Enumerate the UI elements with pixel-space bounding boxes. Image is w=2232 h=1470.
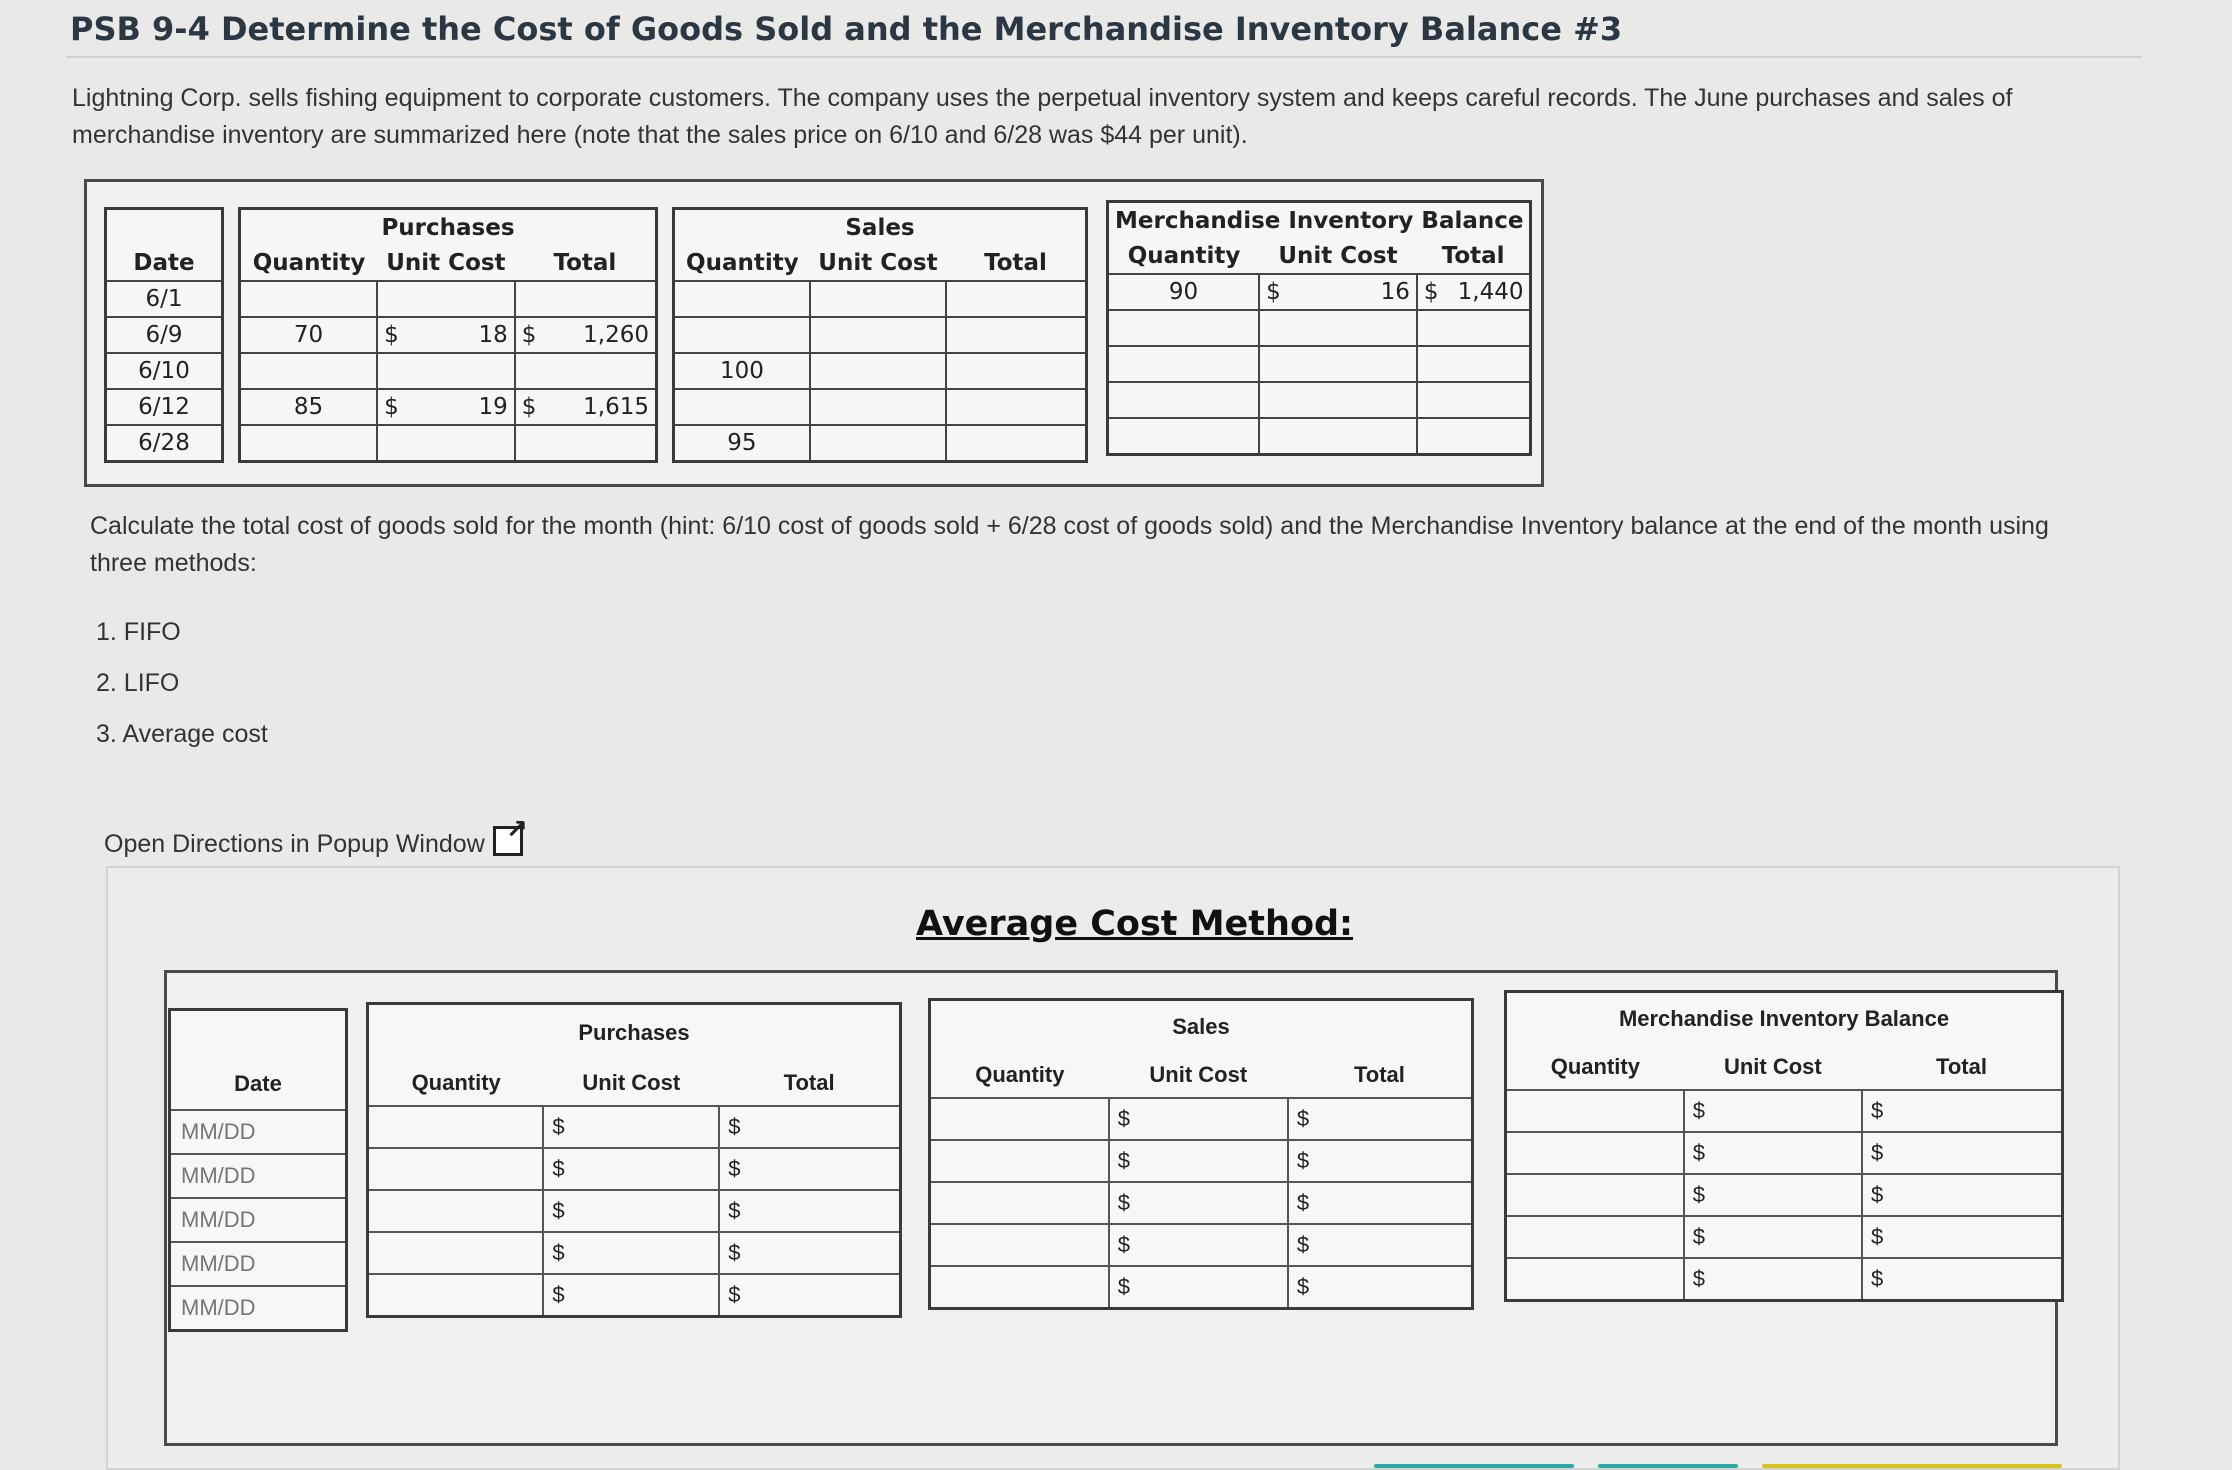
inventory-unit-cost-cell: [1684, 1216, 1862, 1258]
inventory-opening-unit-cost: $ 16: [1259, 274, 1417, 310]
inventory-quantity-input[interactable]: [1515, 1265, 1675, 1293]
currency-symbol: $: [1296, 1273, 1310, 1299]
sale-quantity-cell: [674, 317, 810, 353]
inventory-opening-total: $ 1,440: [1417, 274, 1531, 310]
inventory-quantity-cell: [1506, 1132, 1684, 1174]
instructions-text: Calculate the total cost of goods sold for the month (hint: 6/10 cost of goods sold + 6/28 cost of goods sold) and the Merchandise Inventory balance at the end of the month using three methods:: [90, 512, 2049, 577]
inventory-unit-cost-input[interactable]: [1715, 1223, 1853, 1251]
answer-purchases-total-header: Total: [719, 1061, 900, 1106]
answer-purchases-quantity-header: Quantity: [368, 1061, 544, 1106]
answer-date-cell: [170, 1286, 347, 1331]
sale-unit-cost-cell: [810, 353, 946, 389]
purchase-quantity-cell: [368, 1106, 544, 1148]
purchase-quantity-input[interactable]: [377, 1155, 534, 1183]
given-purchases-table: [238, 207, 658, 463]
sale-total-cell: [1288, 1140, 1473, 1182]
currency-symbol: $: [1117, 1190, 1130, 1215]
sale-quantity-cell: [930, 1140, 1109, 1182]
purchase-quantity-cell: 70: [240, 317, 378, 353]
inventory-unit-cost-cell: [1684, 1132, 1862, 1174]
purchase-total-input[interactable]: [750, 1155, 891, 1183]
given-date-cell: 6/1: [106, 281, 223, 317]
purchase-total-cell: [515, 425, 657, 462]
sale-unit-cost-cell: [810, 317, 946, 353]
inventory-opening-quantity: 90: [1108, 274, 1260, 310]
purchase-unit-cost-cell: [543, 1190, 719, 1232]
purchases-quantity-header: Quantity: [240, 246, 378, 281]
sale-total-cell: [946, 317, 1086, 353]
inventory-quantity-input[interactable]: [1515, 1097, 1675, 1125]
purchase-unit-cost-cell: [543, 1106, 719, 1148]
purchase-unit-cost-input[interactable]: [574, 1113, 710, 1141]
date-input[interactable]: [179, 1199, 337, 1241]
answer-inventory-table: [1504, 990, 2064, 1302]
method-item: 3. Average cost: [96, 720, 268, 748]
currency-symbol: $: [728, 1156, 741, 1181]
sale-quantity-input[interactable]: [939, 1273, 1100, 1301]
purchase-total-input[interactable]: [750, 1113, 891, 1141]
purchase-unit-cost-cell: $ 19: [377, 389, 515, 425]
sale-quantity-input[interactable]: [939, 1105, 1100, 1133]
purchase-total-cell: $ 1,260: [515, 317, 657, 353]
sale-unit-cost-cell: [1109, 1224, 1288, 1266]
inventory-total-cell: [1862, 1258, 2063, 1300]
inventory-quantity-cell: [1506, 1174, 1684, 1216]
inventory-total-cell: [1862, 1216, 2063, 1258]
sale-total-cell: [946, 281, 1086, 317]
title-divider: [66, 56, 2142, 58]
purchase-unit-cost-cell: [377, 353, 515, 389]
purchase-quantity-input[interactable]: [377, 1239, 534, 1267]
purchase-unit-cost-input[interactable]: [574, 1239, 710, 1267]
sale-quantity-input[interactable]: [939, 1147, 1100, 1175]
inventory-quantity-input[interactable]: [1515, 1181, 1675, 1209]
inventory-total-cell: [1862, 1174, 2063, 1216]
purchase-total-cell: [719, 1148, 900, 1190]
sale-unit-cost-input[interactable]: [1140, 1105, 1279, 1133]
purchase-unit-cost-cell: [377, 281, 515, 317]
sale-quantity-cell: [674, 389, 810, 425]
currency-symbol: $: [552, 1114, 565, 1139]
purchase-quantity-cell: 85: [240, 389, 378, 425]
currency-symbol: $: [552, 1240, 565, 1265]
inventory-unit-cost-cell: [1684, 1090, 1862, 1132]
sale-quantity-cell: 95: [674, 425, 810, 462]
sale-unit-cost-input[interactable]: [1140, 1231, 1279, 1259]
currency-symbol: $: [1692, 1224, 1705, 1249]
sale-total-cell: [946, 353, 1086, 389]
date-input[interactable]: [179, 1155, 337, 1197]
given-date-cell: 6/10: [106, 353, 223, 389]
sale-unit-cost-cell: [1109, 1098, 1288, 1140]
answer-date-cell: [170, 1154, 347, 1198]
purchase-total-input[interactable]: [750, 1281, 891, 1309]
external-link-icon: [493, 826, 523, 856]
method-list: [96, 612, 268, 765]
purchases-total-header: Total: [515, 246, 657, 281]
date-input[interactable]: [179, 1243, 337, 1285]
problem-intro: Lightning Corp. sells fishing equipment to corporate customers. The company uses the perpetual inventory system and keeps careful records. The June purchases and sales of merchandise inventory are summarized here (note that the sales price on 6/10 and 6/28 was $44 per unit).: [72, 84, 2013, 149]
answer-sales-total-header: Total: [1288, 1053, 1473, 1098]
currency-symbol: $: [1870, 1098, 1884, 1123]
currency-symbol: $: [1870, 1140, 1884, 1165]
answer-sales-quantity-header: Quantity: [930, 1053, 1109, 1098]
action-button-edge[interactable]: [1762, 1464, 2062, 1468]
currency-symbol: $: [1296, 1106, 1310, 1131]
purchase-quantity-input[interactable]: [377, 1197, 534, 1225]
inventory-unit-cost-cell: [1684, 1258, 1862, 1300]
sale-unit-cost-cell: [810, 389, 946, 425]
inventory-total-input[interactable]: [1893, 1181, 2053, 1209]
currency-symbol: $: [1296, 1232, 1310, 1257]
answer-date-cell: [170, 1110, 347, 1154]
sale-quantity-input[interactable]: [939, 1231, 1100, 1259]
currency-symbol: $: [728, 1114, 741, 1139]
currency-symbol: $: [1117, 1148, 1130, 1173]
sale-quantity-cell: [930, 1224, 1109, 1266]
method-heading: Average Cost Method:: [916, 904, 1354, 944]
inventory-group-header: Merchandise Inventory Balance: [1115, 208, 1524, 234]
method-item: 2. LIFO: [96, 669, 180, 697]
inventory-quantity-input[interactable]: [1515, 1139, 1675, 1167]
date-header: Date: [106, 246, 223, 281]
purchase-quantity-cell: [240, 281, 378, 317]
currency-symbol: $: [1692, 1098, 1705, 1123]
purchase-quantity-cell: [368, 1190, 544, 1232]
currency-symbol: $: [1117, 1273, 1130, 1299]
inventory-total-cell: [1862, 1090, 2063, 1132]
purchase-total-cell: [719, 1106, 900, 1148]
currency-symbol: $: [728, 1281, 741, 1307]
answer-purchases-unit-cost-header: Unit Cost: [543, 1061, 719, 1106]
sale-total-cell: [1288, 1098, 1473, 1140]
given-sales-table: [672, 207, 1088, 463]
given-inventory-table: [1106, 200, 1532, 456]
inventory-unit-cost-input[interactable]: [1715, 1181, 1853, 1209]
currency-symbol: $: [1117, 1106, 1130, 1131]
sales-unit-cost-header: Unit Cost: [810, 246, 946, 281]
inventory-unit-cost-input[interactable]: [1715, 1097, 1853, 1125]
answer-purchases-table: [366, 1002, 902, 1318]
currency-symbol: $: [1296, 1190, 1310, 1215]
purchase-total-input[interactable]: [750, 1239, 891, 1267]
sale-unit-cost-input[interactable]: [1140, 1147, 1279, 1175]
currency-symbol: $: [728, 1198, 741, 1223]
given-date-cell: 6/12: [106, 389, 223, 425]
inventory-unit-cost-header: Unit Cost: [1259, 239, 1417, 274]
answer-inventory-unit-cost-header: Unit Cost: [1684, 1045, 1862, 1090]
purchases-unit-cost-header: Unit Cost: [377, 246, 515, 281]
currency-symbol: $: [1870, 1182, 1884, 1207]
sale-unit-cost-cell: [810, 425, 946, 462]
purchase-unit-cost-cell: [543, 1232, 719, 1274]
purchase-unit-cost-cell: [543, 1274, 719, 1316]
inventory-quantity-cell: [1506, 1216, 1684, 1258]
purchase-unit-cost-input[interactable]: [574, 1281, 710, 1309]
sale-total-input[interactable]: [1319, 1231, 1463, 1259]
sales-group-header: Sales: [845, 215, 915, 241]
sale-quantity-cell: [930, 1266, 1109, 1308]
sale-quantity-input[interactable]: [939, 1189, 1100, 1217]
date-input[interactable]: [179, 1287, 337, 1329]
sale-unit-cost-cell: [1109, 1140, 1288, 1182]
currency-symbol: $: [728, 1240, 741, 1265]
purchases-group-header: Purchases: [381, 215, 515, 241]
answer-purchases-group-header: Purchases: [578, 1020, 690, 1045]
answer-sales-table: [928, 998, 1474, 1310]
purchase-unit-cost-cell: [543, 1148, 719, 1190]
currency-symbol: $: [552, 1198, 565, 1223]
purchase-quantity-cell: [240, 353, 378, 389]
currency-symbol: $: [552, 1281, 565, 1307]
currency-symbol: $: [552, 1156, 565, 1181]
currency-symbol: $: [1870, 1224, 1884, 1249]
inventory-unit-cost-input[interactable]: [1715, 1139, 1853, 1167]
purchase-quantity-input[interactable]: [377, 1281, 534, 1309]
inventory-total-header: Total: [1417, 239, 1531, 274]
answer-date-header: Date: [170, 1059, 347, 1110]
sale-unit-cost-cell: [1109, 1266, 1288, 1308]
inventory-quantity-cell: [1506, 1090, 1684, 1132]
method-item: 1. FIFO: [96, 618, 181, 646]
date-input[interactable]: [179, 1111, 337, 1153]
purchase-unit-cost-input[interactable]: [574, 1155, 710, 1183]
purchase-quantity-cell: [368, 1274, 544, 1316]
currency-symbol: $: [1692, 1265, 1705, 1291]
sale-unit-cost-input[interactable]: [1140, 1189, 1279, 1217]
sale-unit-cost-input[interactable]: [1140, 1273, 1279, 1301]
sale-total-cell: [1288, 1182, 1473, 1224]
inventory-total-cell: [1862, 1132, 2063, 1174]
answer-sales-unit-cost-header: Unit Cost: [1109, 1053, 1288, 1098]
purchase-unit-cost-cell: $ 18: [377, 317, 515, 353]
purchase-unit-cost-input[interactable]: [574, 1197, 710, 1225]
inventory-total-input[interactable]: [1893, 1097, 2053, 1125]
popup-link-label: Open Directions in Popup Window: [104, 830, 485, 858]
sale-quantity-cell: [930, 1182, 1109, 1224]
inventory-quantity-input[interactable]: [1515, 1223, 1675, 1251]
purchase-total-cell: $ 1,615: [515, 389, 657, 425]
sale-total-cell: [1288, 1224, 1473, 1266]
purchase-quantity-input[interactable]: [377, 1113, 534, 1141]
currency-symbol: $: [1117, 1232, 1130, 1257]
currency-symbol: $: [1296, 1148, 1310, 1173]
answer-date-cell: [170, 1242, 347, 1286]
currency-symbol: $: [1870, 1265, 1884, 1291]
sale-total-cell: [946, 389, 1086, 425]
open-directions-popup-link[interactable]: [104, 826, 523, 859]
action-button-edge[interactable]: [1374, 1464, 1574, 1468]
answer-inventory-group-header: Merchandise Inventory Balance: [1618, 1006, 1950, 1031]
purchase-quantity-cell: [368, 1148, 544, 1190]
sale-unit-cost-cell: [1109, 1182, 1288, 1224]
sale-total-input[interactable]: [1319, 1273, 1463, 1301]
purchase-total-cell: [515, 281, 657, 317]
sale-quantity-cell: [674, 281, 810, 317]
action-button-edge[interactable]: [1598, 1464, 1738, 1468]
currency-symbol: $: [1692, 1182, 1705, 1207]
given-date-cell: 6/9: [106, 317, 223, 353]
answer-sales-group-header: Sales: [1172, 1014, 1230, 1039]
purchase-total-input[interactable]: [750, 1197, 891, 1225]
sale-total-input[interactable]: [1319, 1105, 1463, 1133]
page-title: PSB 9-4 Determine the Cost of Goods Sold and the Merchandise Inventory Balance #3: [70, 10, 1623, 48]
sales-total-header: Total: [946, 246, 1086, 281]
purchase-unit-cost-cell: [377, 425, 515, 462]
currency-symbol: $: [1692, 1140, 1705, 1165]
purchase-total-cell: [515, 353, 657, 389]
purchase-total-cell: [719, 1232, 900, 1274]
answer-inventory-quantity-header: Quantity: [1506, 1045, 1684, 1090]
inventory-quantity-header: Quantity: [1108, 239, 1260, 274]
inventory-quantity-cell: [1506, 1258, 1684, 1300]
answer-inventory-total-header: Total: [1862, 1045, 2063, 1090]
answer-date-table: [168, 1008, 348, 1332]
purchase-quantity-cell: [240, 425, 378, 462]
inventory-unit-cost-input[interactable]: [1715, 1265, 1853, 1293]
sale-quantity-cell: 100: [674, 353, 810, 389]
sale-total-input[interactable]: [1319, 1147, 1463, 1175]
sale-total-input[interactable]: [1319, 1189, 1463, 1217]
purchase-total-cell: [719, 1190, 900, 1232]
sale-total-cell: [1288, 1266, 1473, 1308]
given-date-table: [104, 207, 224, 463]
inventory-total-input[interactable]: [1893, 1265, 2053, 1293]
answer-date-cell: [170, 1198, 347, 1242]
sales-quantity-header: Quantity: [674, 246, 810, 281]
purchase-total-cell: [719, 1274, 900, 1316]
sale-unit-cost-cell: [810, 281, 946, 317]
inventory-total-input[interactable]: [1893, 1223, 2053, 1251]
purchase-quantity-cell: [368, 1232, 544, 1274]
inventory-unit-cost-cell: [1684, 1174, 1862, 1216]
sale-total-cell: [946, 425, 1086, 462]
sale-quantity-cell: [930, 1098, 1109, 1140]
given-date-cell: 6/28: [106, 425, 223, 462]
inventory-total-input[interactable]: [1893, 1139, 2053, 1167]
